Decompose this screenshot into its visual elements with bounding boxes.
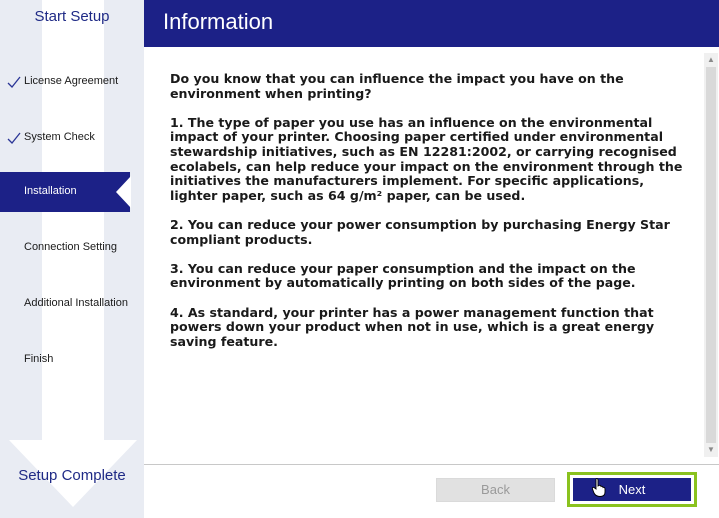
check-icon	[7, 131, 21, 145]
step-label: License Agreement	[24, 75, 119, 87]
sidebar-footer: Setup Complete	[18, 467, 126, 484]
step-label: Finish	[24, 353, 54, 365]
vertical-scrollbar[interactable]	[704, 53, 718, 457]
next-button-label: Next	[618, 482, 646, 497]
scroll-down-icon[interactable]: ▼	[707, 445, 715, 454]
intro-paragraph: Do you know that you can influence the impact you have on the environment when printing?	[170, 71, 624, 101]
information-panel	[144, 47, 719, 463]
paragraph-1: 1. The type of paper you use has an influence on the environmental impact of your printer. Choosing paper certified under environmental stewardship initiatives, such as EN 12281:2002, or carrying recognised ecolabels, can help reduce your impact on the environment through the initiatives the manufacturers implement. For specific applications, lighter paper, such as 64 g/m² paper, can be used.	[170, 114, 683, 203]
step-system-check	[0, 118, 144, 158]
scroll-up-icon[interactable]: ▲	[707, 55, 715, 64]
paragraph-3: 3. You can reduce your paper consumption and the impact on the environment by automatically printing on both sides of the page.	[170, 260, 636, 291]
current-step-notch	[116, 176, 131, 208]
check-icon	[7, 75, 21, 89]
step-label: System Check	[24, 131, 95, 143]
step-finish	[0, 340, 144, 380]
page-title: Information	[163, 9, 274, 34]
hand-cursor-icon	[592, 478, 606, 497]
information-text	[170, 72, 690, 364]
step-label: Additional Installation	[24, 297, 128, 309]
page-header	[144, 0, 719, 47]
step-connection-setting	[0, 228, 144, 268]
sidebar-title: Start Setup	[34, 8, 110, 25]
step-installation	[0, 172, 130, 212]
step-label: Connection Setting	[24, 241, 117, 253]
button-bar	[144, 465, 719, 518]
step-label: Installation	[24, 185, 77, 197]
step-license-agreement	[0, 62, 144, 102]
paragraph-2: 2. You can reduce your power consumption by purchasing Energy Star compliant products.	[170, 216, 670, 247]
setup-sidebar	[0, 0, 144, 518]
scroll-thumb[interactable]	[706, 67, 716, 443]
next-button[interactable]	[573, 478, 691, 501]
back-button[interactable]: Back	[436, 478, 555, 502]
paragraph-4: 4. As standard, your printer has a power management function that powers down your product when not in use, which is a great energy saving feature.	[170, 304, 655, 349]
next-button-focus-ring	[567, 472, 697, 507]
step-additional-installation	[0, 284, 144, 324]
